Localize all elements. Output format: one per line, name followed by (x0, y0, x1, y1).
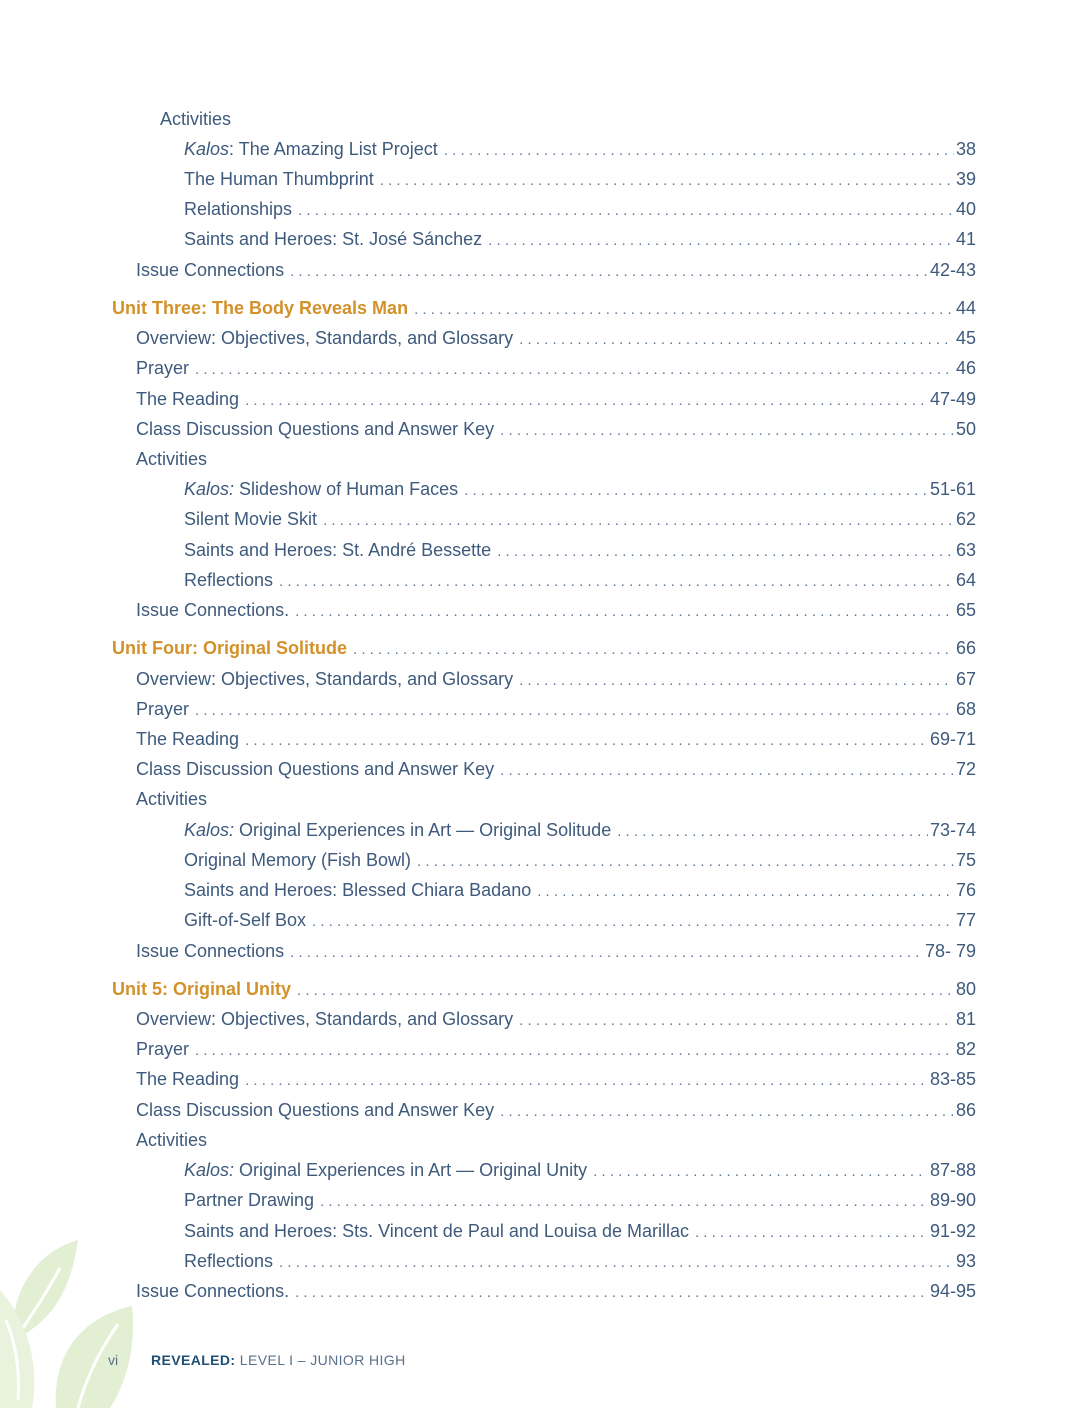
toc-entry-title (136, 1064, 245, 1094)
toc-page-number: 73-74 (929, 820, 976, 840)
leaf-decoration-icon (0, 1220, 150, 1410)
toc-entry (136, 1276, 976, 1306)
toc-section-label (136, 1125, 976, 1155)
toc-subentry (184, 1155, 976, 1185)
toc-entry (136, 323, 976, 353)
toc-entry-title (136, 414, 500, 444)
toc-entry (136, 694, 976, 724)
toc-subentry (184, 1185, 976, 1215)
toc-page-number: 51-61 (929, 479, 976, 499)
toc-entry-text: Saints and Heroes: St. André Bessette (184, 540, 492, 560)
dot-leader (500, 756, 954, 786)
toc-entry-text: Unit Three: The Body Reveals Man (112, 298, 409, 318)
toc-section-label (160, 104, 460, 134)
dot-leader (312, 907, 954, 937)
toc-subentry (184, 845, 976, 875)
toc-page-number: 91-92 (929, 1221, 976, 1241)
toc-entry-title (136, 384, 245, 414)
toc-subentry (184, 474, 976, 504)
toc-entry-text: Original Experiences in Art — Original Unity (234, 1160, 588, 1180)
toc-subentry (184, 1246, 976, 1276)
dot-leader (497, 537, 954, 567)
toc-entry-title (136, 1034, 195, 1064)
toc-entry-title (184, 815, 617, 845)
toc-entry-title (160, 104, 237, 134)
toc-entry-title (136, 1125, 213, 1155)
toc-entry-text: Unit 5: Original Unity (112, 979, 292, 999)
dot-leader (298, 196, 954, 226)
dot-leader (279, 1248, 954, 1278)
toc-entry-title (184, 875, 537, 905)
toc-entry-text: Slideshow of Human Faces (234, 479, 459, 499)
toc-entry-text: Issue Connections (136, 941, 285, 961)
toc-entry-text: Saints and Heroes: Blessed Chiara Badano (184, 880, 532, 900)
toc-entry-text: Issue Connections. (136, 600, 290, 620)
toc-entry-title (136, 724, 245, 754)
dot-leader (320, 1187, 928, 1217)
toc-entry-text: Original Memory (Fish Bowl) (184, 850, 412, 870)
toc-entry-emphasis: Kalos: (184, 479, 235, 499)
dot-leader (195, 1036, 954, 1066)
toc-subentry (184, 905, 976, 935)
toc-page-number: 38 (955, 139, 976, 159)
toc-page-number: 87-88 (929, 1160, 976, 1180)
toc-entry-title (136, 1095, 500, 1125)
toc-entry-title (184, 134, 444, 164)
toc-page-number: 44 (955, 298, 976, 318)
dot-leader (380, 166, 954, 196)
dot-leader (245, 386, 928, 416)
toc-entry-text: Reflections (184, 570, 274, 590)
toc-page-number: 81 (955, 1009, 976, 1029)
toc-entry-text: The Reading (136, 389, 240, 409)
toc-entry-text: Activities (160, 109, 232, 129)
toc-entry-title (136, 595, 295, 625)
toc-entry (136, 595, 976, 625)
toc-entry-title (136, 255, 290, 285)
toc-entry-title (184, 535, 497, 565)
dot-leader (488, 226, 954, 256)
page-number: vi (108, 1352, 119, 1368)
toc-entry-title (136, 694, 195, 724)
toc-entry-text: Class Discussion Questions and Answer Key (136, 759, 495, 779)
toc-entry (136, 754, 976, 784)
toc-entry (136, 664, 976, 694)
toc-page-number: 46 (955, 358, 976, 378)
toc-entry-text: Overview: Objectives, Standards, and Glossary (136, 1009, 514, 1029)
toc-entry-title (184, 474, 464, 504)
toc-page-number: 40 (955, 199, 976, 219)
toc-entry-text: Activities (136, 1130, 208, 1150)
toc-subentry (184, 134, 976, 164)
toc-entry-text: Class Discussion Questions and Answer Key (136, 419, 495, 439)
toc-entry (136, 414, 976, 444)
toc-subentry (184, 535, 976, 565)
toc-entry-title (184, 1216, 695, 1246)
toc-entry-text: Overview: Objectives, Standards, and Glossary (136, 669, 514, 689)
toc-page-number: 76 (955, 880, 976, 900)
toc-entry (136, 255, 976, 285)
dot-leader (464, 476, 928, 506)
toc-page-number: 69-71 (929, 729, 976, 749)
toc-entry-title (184, 565, 279, 595)
toc-entry-title (136, 1276, 295, 1306)
dot-leader (279, 567, 954, 597)
toc-entry-text: Activities (136, 789, 208, 809)
toc-entry (136, 1095, 976, 1125)
toc-section-label (136, 784, 976, 814)
toc-page-number: 83-85 (929, 1069, 976, 1089)
book-title (151, 1352, 406, 1368)
book-subtitle: LEVEL I – JUNIOR HIGH (235, 1352, 406, 1368)
dot-leader (290, 938, 923, 968)
toc-page-number: 42-43 (929, 260, 976, 280)
toc-entry-text: Saints and Heroes: St. José Sánchez (184, 229, 483, 249)
toc-page-number: 93 (955, 1251, 976, 1271)
toc-entry-text: Issue Connections. (136, 1281, 290, 1301)
dot-leader (353, 635, 954, 665)
toc-entry-title (184, 164, 380, 194)
toc-entry-text: Issue Connections (136, 260, 285, 280)
toc-entry-text: : The Amazing List Project (229, 139, 438, 159)
toc-entry-title (184, 1246, 279, 1276)
toc-page-number: 77 (955, 910, 976, 930)
toc-entry-text: Original Experiences in Art — Original Solitude (234, 820, 612, 840)
toc-section-label (136, 444, 976, 474)
dot-leader (519, 666, 954, 696)
toc-unit-heading (112, 633, 976, 663)
dot-leader (444, 136, 954, 166)
dot-leader (195, 696, 954, 726)
toc-page-number: 64 (955, 570, 976, 590)
toc-page-number: 66 (955, 638, 976, 658)
dot-leader (295, 1278, 928, 1308)
toc-entry-text: Prayer (136, 699, 190, 719)
toc-page-number: 67 (955, 669, 976, 689)
toc-entry-title (136, 664, 519, 694)
toc-subentry (184, 875, 976, 905)
dot-leader (195, 355, 954, 385)
dot-leader (417, 847, 954, 877)
toc-entry (136, 724, 976, 754)
toc-subentry (184, 1216, 976, 1246)
dot-leader (414, 295, 954, 325)
toc-entry-text: Partner Drawing (184, 1190, 315, 1210)
toc-entry-text: Activities (136, 449, 208, 469)
toc-page-number: 78- 79 (924, 941, 976, 961)
toc-page-number: 62 (955, 509, 976, 529)
dot-leader (245, 1066, 928, 1096)
toc-entry-emphasis: Kalos (184, 139, 230, 159)
toc-page-number: 89-90 (929, 1190, 976, 1210)
toc-entry-text: Reflections (184, 1251, 274, 1271)
toc-entry-title (184, 504, 323, 534)
dot-leader (617, 817, 928, 847)
toc-entry-title (184, 845, 417, 875)
toc-entry-title (112, 293, 414, 323)
toc-entry-text: Saints and Heroes: Sts. Vincent de Paul and Louisa de Marillac (184, 1221, 689, 1241)
toc-entry-text: Class Discussion Questions and Answer Key (136, 1100, 495, 1120)
toc-entry (136, 384, 976, 414)
toc-page-number: 65 (955, 600, 976, 620)
book-brand: REVEALED: (151, 1352, 236, 1368)
toc-unit-heading (112, 974, 976, 1004)
toc-subentry (184, 815, 976, 845)
toc-entry-title (136, 323, 519, 353)
dot-leader (537, 877, 954, 907)
toc-entry-title (184, 194, 298, 224)
toc-subentry (184, 565, 976, 595)
toc-entry-text: Overview: Objectives, Standards, and Glossary (136, 328, 514, 348)
toc-entry (136, 936, 976, 966)
toc-subentry (184, 164, 976, 194)
toc-entry-emphasis: Kalos: (184, 820, 235, 840)
toc-unit-heading (112, 293, 976, 323)
dot-leader (290, 257, 928, 287)
dot-leader (500, 416, 954, 446)
toc-entry-text: Relationships (184, 199, 293, 219)
toc-entry-emphasis: Kalos: (184, 1160, 235, 1180)
toc-page-number: 82 (955, 1039, 976, 1059)
toc-entry (136, 1004, 976, 1034)
toc-entry-text: The Human Thumbprint (184, 169, 374, 189)
toc-entry (136, 1034, 976, 1064)
toc-entry-text: Gift-of-Self Box (184, 910, 307, 930)
dot-leader (519, 325, 954, 355)
toc-subentry (184, 194, 976, 224)
dot-leader (323, 506, 954, 536)
toc-entry-title (136, 754, 500, 784)
toc-entry-text: Silent Movie Skit (184, 509, 318, 529)
toc-entry-title (136, 444, 213, 474)
toc-subentry (184, 504, 976, 534)
toc-page-number: 63 (955, 540, 976, 560)
toc-entry-title (112, 633, 353, 663)
toc-entry (136, 353, 976, 383)
toc-page-number: 68 (955, 699, 976, 719)
toc-entry-title (136, 784, 213, 814)
dot-leader (500, 1097, 954, 1127)
toc-entry-text: The Reading (136, 1069, 240, 1089)
toc-page-number: 86 (955, 1100, 976, 1120)
dot-leader (519, 1006, 954, 1036)
dot-leader (245, 726, 928, 756)
toc-entry-title (136, 936, 290, 966)
toc-entry-text: Unit Four: Original Solitude (112, 638, 347, 658)
toc-entry-title (184, 224, 488, 254)
dot-leader (695, 1218, 928, 1248)
toc-entry-title (184, 1155, 593, 1185)
toc-page-number: 94-95 (929, 1281, 976, 1301)
toc-page-number: 72 (955, 759, 976, 779)
toc-entry (136, 1064, 976, 1094)
toc-entry-title (136, 353, 195, 383)
toc-entry-text: Prayer (136, 1039, 190, 1059)
toc-page-number: 39 (955, 169, 976, 189)
toc-page-number: 50 (955, 419, 976, 439)
toc-subentry (184, 224, 976, 254)
toc-entry-title (136, 1004, 519, 1034)
dot-leader (295, 597, 954, 627)
toc-entry-title (112, 974, 297, 1004)
dot-leader (593, 1157, 928, 1187)
dot-leader (297, 976, 954, 1006)
toc-page-number: 47-49 (929, 389, 976, 409)
toc-entry-title (184, 905, 312, 935)
page-footer (0, 1330, 1088, 1408)
toc-page-number: 45 (955, 328, 976, 348)
toc-page-number: 41 (955, 229, 976, 249)
toc-entry-text: Prayer (136, 358, 190, 378)
toc-entry-text: The Reading (136, 729, 240, 749)
toc-page-number: 80 (955, 979, 976, 999)
toc-entry-title (184, 1185, 320, 1215)
toc-page-number: 75 (955, 850, 976, 870)
